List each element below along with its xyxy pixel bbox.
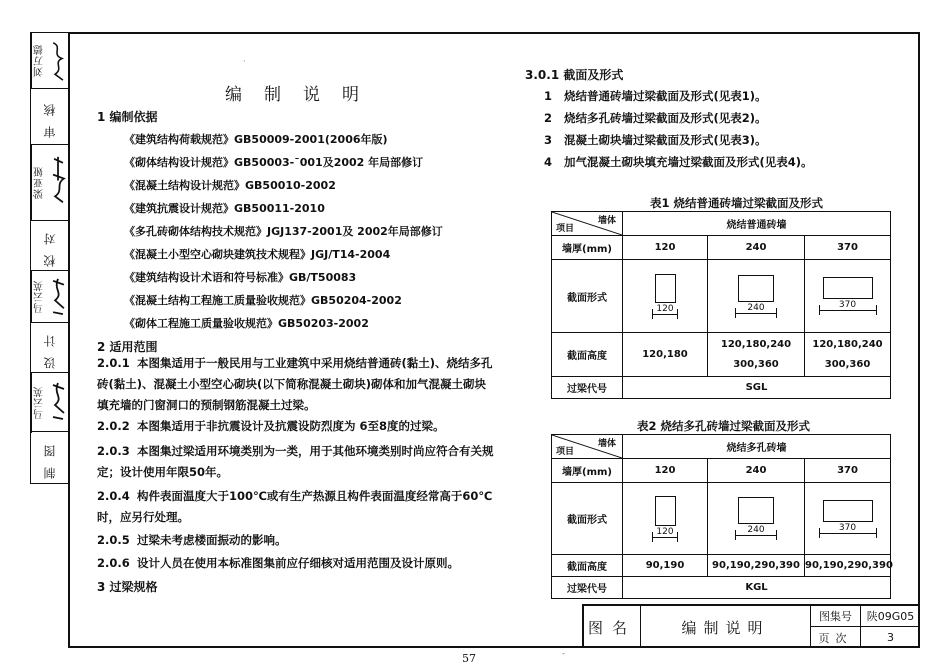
table-corner-cell xyxy=(552,435,623,459)
signature-icon xyxy=(49,33,68,88)
section-rectangle xyxy=(823,500,873,522)
subsection-3-0-1-heading: 3.0.1 截面及形式 xyxy=(525,68,624,82)
clause-number: 2.0.1 xyxy=(97,356,130,370)
dimension-label: 120 xyxy=(656,526,674,537)
signoff-label: 校对 xyxy=(43,223,57,268)
signoff-strip-bottom xyxy=(30,432,68,484)
height-cell xyxy=(805,333,891,377)
clause-text: 构件表面温度大于100℃或有生产热源且构件表面温度经常高于60℃时，应另行处理。 xyxy=(97,489,493,524)
section-shape-cell xyxy=(805,483,891,555)
thickness-cell: 370 xyxy=(805,459,891,483)
section-rectangle xyxy=(655,274,676,303)
reference-item: 《建筑结构设计术语和符号标准》GB/T50083 xyxy=(124,271,357,284)
clause-text: 本图集适用于一般民用与工业建筑中采用烧结普通砖(黏土)、烧结多孔砖(黏土)、混凝土小型空心砌块(以下简称混凝土砌块)砌体和加气混凝土砌块填充墙的门窗洞口的预制钢筋混凝土过梁。 xyxy=(97,356,493,412)
title-block xyxy=(582,604,920,648)
signature-icon xyxy=(49,373,68,433)
reference-item: 《混凝土小型空心砌块建筑技术规程》JGJ/T14-2004 xyxy=(124,248,391,261)
section-shape xyxy=(623,274,707,319)
clause-text: 设计人员在使用本标准图集前应仔细核对适用范围及设计原则。 xyxy=(137,556,459,570)
clause-number: 2.0.2 xyxy=(97,419,130,433)
item-text: 混凝土砌块墙过梁截面及形式(见表3)。 xyxy=(564,133,767,147)
dimension-label: 370 xyxy=(838,522,857,533)
reference-item: 《砌体结构设计规范》GB50003-¯001及2002 年局部修订 xyxy=(124,156,424,169)
section-shape xyxy=(805,277,890,315)
section-rectangle xyxy=(655,496,676,526)
signoff-cell xyxy=(31,145,68,221)
corner-bottom-label: 项目 xyxy=(556,224,575,234)
section-shape-cell xyxy=(623,483,708,555)
signoff-label: 马云英 xyxy=(31,271,48,322)
clause-number: 2.0.4 xyxy=(97,489,130,503)
height-value: 300,360 xyxy=(824,358,871,370)
signoff-label: 设计 xyxy=(43,325,57,370)
item-number: 4 xyxy=(544,155,553,169)
dimension-line xyxy=(819,301,877,315)
height-cell xyxy=(708,555,805,577)
height-value: 120,180,240 xyxy=(720,338,792,350)
wall-type-cell: 烧结普通砖墙 xyxy=(623,212,891,236)
signature-icon xyxy=(49,145,68,220)
table-2-caption: 表2 烧结多孔砖墙过梁截面及形式 xyxy=(637,419,811,433)
signoff-strip xyxy=(30,32,68,432)
section-shape-cell xyxy=(805,260,891,333)
height-value: 120,180 xyxy=(642,349,688,360)
item-text: 加气混凝土砌块填充墙过梁截面及形式(见表4)。 xyxy=(564,155,813,169)
clause-text: 本图集过梁适用环境类别为一类，用于其他环境类别时尚应符合有关规定；设计使用年限50年。 xyxy=(97,444,494,479)
signoff-cell xyxy=(31,221,68,271)
clause-2-0-3 xyxy=(97,441,497,483)
signoff-cell xyxy=(31,432,68,484)
signature-icon xyxy=(49,271,68,322)
clause-number: 2.0.5 xyxy=(97,533,130,547)
dimension-line xyxy=(652,528,678,542)
row-label: 过梁代号 xyxy=(552,577,623,599)
clause-2-0-1 xyxy=(97,353,497,416)
clause-text: 过梁未考虑楼面振动的影响。 xyxy=(137,533,287,547)
thickness-cell: 240 xyxy=(708,459,805,483)
scan-speck: - xyxy=(562,649,565,658)
signoff-cell xyxy=(31,33,68,89)
drawing-name: 编制说明 xyxy=(640,606,810,648)
reference-item: 《多孔砖砌体结构技术规范》JGJ137-2001及 2002年局部修订 xyxy=(124,225,443,238)
signoff-cell xyxy=(31,323,68,373)
dimension-line xyxy=(735,304,777,318)
section-rectangle xyxy=(823,277,873,299)
page-title: 编制说明 xyxy=(225,85,381,105)
section-shape-cell xyxy=(708,260,805,333)
clause-text: 本图集适用于非抗震设计及抗震设防烈度为 6至8度的过梁。 xyxy=(137,419,445,433)
table-1-caption: 表1 烧结普通砖墙过梁截面及形式 xyxy=(650,196,824,210)
section-rectangle xyxy=(738,497,774,524)
drawing-name-label: 图名 xyxy=(587,618,636,637)
item-number: 1 xyxy=(544,89,553,103)
dimension-line xyxy=(819,524,877,538)
section-shape xyxy=(623,496,707,542)
thickness-cell: 370 xyxy=(805,236,891,260)
wall-type-cell: 烧结多孔砖墙 xyxy=(623,435,891,459)
subsection-item xyxy=(544,110,767,126)
page-label: 页次 xyxy=(810,627,860,648)
signoff-cell xyxy=(31,373,68,433)
section-shape-cell xyxy=(708,483,805,555)
clause-number: 2.0.3 xyxy=(97,444,130,458)
reference-item: 《砌体工程施工质量验收规范》GB50203-2002 xyxy=(124,317,369,330)
thickness-cell: 240 xyxy=(708,236,805,260)
row-label: 墙厚(mm) xyxy=(552,236,623,260)
atlas-number: 陕09G05 xyxy=(860,606,920,627)
corner-top-label: 墙体 xyxy=(597,216,616,226)
dimension-label: 240 xyxy=(747,302,765,313)
section-shape xyxy=(805,500,890,538)
reference-item: 《混凝土结构工程施工质量验收规范》GB50204-2002 xyxy=(124,294,402,307)
reference-item: 《建筑抗震设计规范》GB50011-2010 xyxy=(124,202,325,215)
section-3-heading: 3 过梁规格 xyxy=(97,580,158,594)
item-text: 烧结多孔砖墙过梁截面及形式(见表2)。 xyxy=(564,111,767,125)
section-shape xyxy=(708,275,804,318)
row-label: 截面高度 xyxy=(552,333,623,377)
item-number: 3 xyxy=(544,133,553,147)
table-2 xyxy=(551,434,891,599)
signoff-label: 刘万德 xyxy=(31,33,48,88)
height-value: 90,190,290,390 xyxy=(805,560,893,571)
row-label: 截面高度 xyxy=(552,555,623,577)
section-shape xyxy=(708,497,804,540)
row-label: 截面形式 xyxy=(552,260,623,333)
dimension-line xyxy=(735,526,777,540)
page-number: 57 xyxy=(462,652,476,665)
height-cell xyxy=(708,333,805,377)
signoff-cell xyxy=(31,271,68,323)
height-value: 300,360 xyxy=(733,358,779,370)
clause-number: 2.0.6 xyxy=(97,556,130,570)
signoff-label: 马云英 xyxy=(31,373,48,433)
clause-2-0-4 xyxy=(97,486,497,528)
row-label: 墙厚(mm) xyxy=(552,459,623,483)
reference-item: 《建筑结构荷载规范》GB50009-2001(2006年版) xyxy=(124,133,388,146)
beam-code-cell: SGL xyxy=(623,377,891,399)
subsection-item xyxy=(544,88,767,104)
signoff-label: 梁亚娅 xyxy=(31,145,48,220)
row-label: 过梁代号 xyxy=(552,377,623,399)
section-2-heading: 2 适用范围 xyxy=(97,340,158,354)
signoff-label: 审核 xyxy=(43,94,57,139)
signoff-cell xyxy=(31,89,68,145)
thickness-cell: 120 xyxy=(623,236,708,260)
dimension-label: 370 xyxy=(838,300,857,310)
height-value: 120,180,240 xyxy=(812,338,883,350)
dimension-label: 240 xyxy=(747,525,765,535)
subsection-item xyxy=(544,132,767,148)
beam-code-cell: KGL xyxy=(623,577,891,599)
corner-bottom-label: 项目 xyxy=(556,447,575,457)
scan-speck: · xyxy=(243,57,246,66)
page-value: 3 xyxy=(860,627,920,648)
height-cell xyxy=(623,555,708,577)
clause-2-0-5 xyxy=(97,530,497,551)
corner-top-label: 墙体 xyxy=(597,439,616,449)
height-cell xyxy=(805,555,891,577)
section-1-heading: 1 编制依据 xyxy=(97,110,158,124)
table-corner-cell xyxy=(552,212,623,236)
dimension-line xyxy=(652,305,678,319)
atlas-number-label: 图集号 xyxy=(810,606,860,627)
height-value: 90,190 xyxy=(645,560,685,571)
clause-2-0-6 xyxy=(97,553,497,574)
height-value: 90,190,290,390 xyxy=(712,560,800,571)
thickness-cell: 120 xyxy=(623,459,708,483)
reference-item: 《混凝土结构设计规范》GB50010-2002 xyxy=(124,179,336,192)
signoff-label: 制图 xyxy=(43,435,57,480)
subsection-item xyxy=(544,154,813,170)
height-cell xyxy=(623,333,708,377)
clause-2-0-2 xyxy=(97,416,497,437)
table-1 xyxy=(551,211,891,399)
section-rectangle xyxy=(738,275,774,302)
row-label: 截面形式 xyxy=(552,483,623,555)
item-text: 烧结普通砖墙过梁截面及形式(见表1)。 xyxy=(564,89,767,103)
item-number: 2 xyxy=(544,111,553,125)
section-shape-cell xyxy=(623,260,708,333)
dimension-label: 120 xyxy=(656,303,674,314)
